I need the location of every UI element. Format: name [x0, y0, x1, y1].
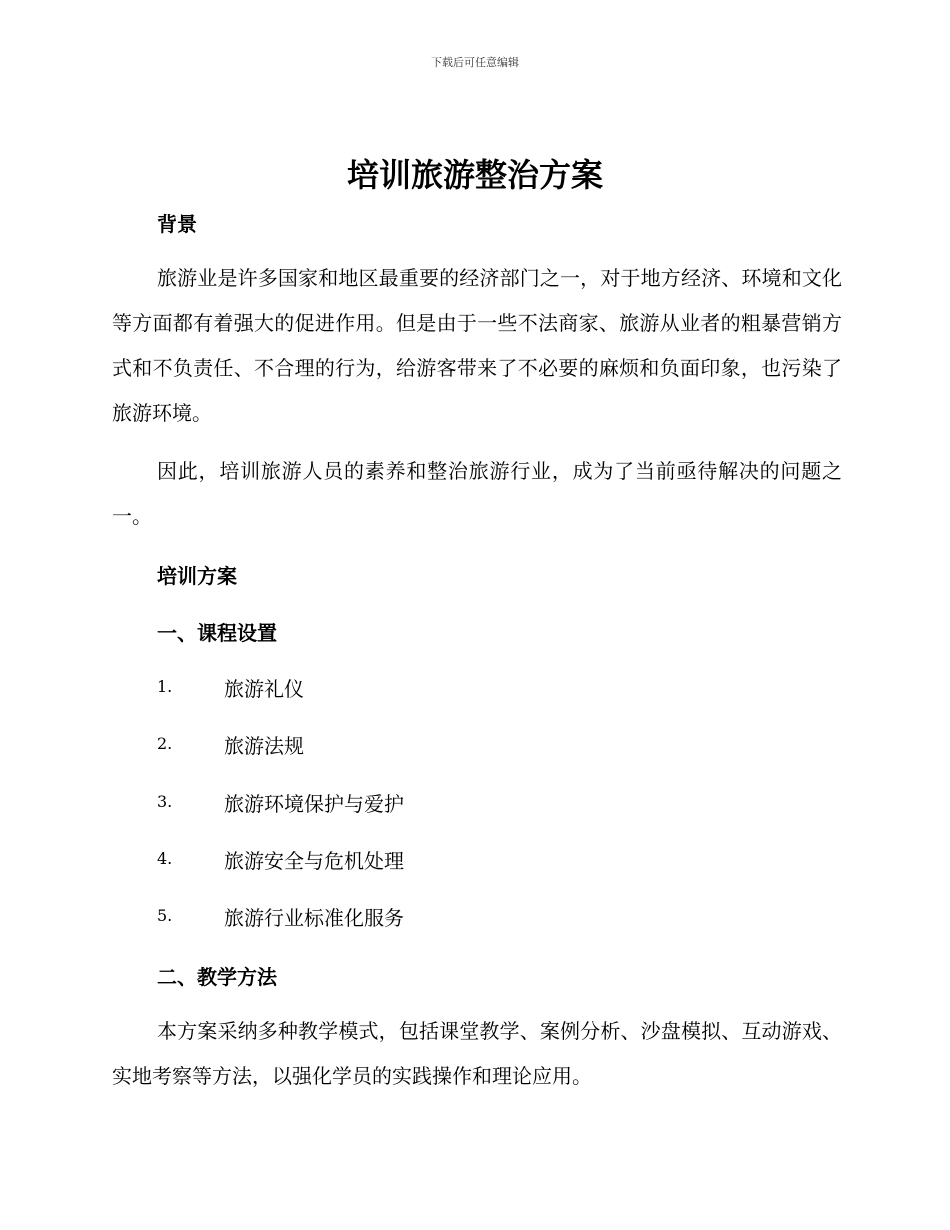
- list-number: 3.: [157, 792, 173, 811]
- page-header-note: 下载后可任意编辑: [431, 56, 519, 69]
- list-item: [157, 730, 757, 760]
- list-text: 旅游环境保护与爱护: [224, 792, 404, 816]
- background-paragraph-1: 旅游业是许多国家和地区最重要的经济部门之一，对于地方经济、环境和文化等方面都有着强大的促进作用。但是由于一些不法商家、旅游从业者的粗暴营销方式和不负责任、不合理的行为，给游客带来了不必要的麻烦和负面印象，也污染了旅游环境。: [112, 266, 842, 425]
- list-text: 旅游法规: [224, 734, 304, 758]
- section-heading-training: 培训方案: [157, 564, 237, 588]
- background-paragraph-2: 因此，培训旅游人员的素养和整治旅游行业，成为了当前亟待解决的问题之一。: [112, 459, 842, 528]
- document-title: 培训旅游整治方案: [346, 156, 603, 194]
- list-item: [157, 902, 757, 932]
- subheading-methods: 二、教学方法: [157, 965, 277, 989]
- list-text: 旅游安全与危机处理: [224, 849, 404, 873]
- list-number: 2.: [157, 734, 173, 753]
- list-item: [157, 673, 757, 703]
- section-heading-background: 背景: [157, 212, 197, 236]
- subheading-courses: 一、课程设置: [157, 621, 277, 645]
- list-number: 1.: [157, 677, 173, 696]
- list-item: [157, 845, 757, 875]
- list-text: 旅游礼仪: [224, 677, 304, 701]
- methods-paragraph: 本方案采纳多种教学模式，包括课堂教学、案例分析、沙盘模拟、互动游戏、实地考察等方法，以强化学员的实践操作和理论应用。: [112, 1019, 842, 1088]
- list-number: 4.: [157, 849, 173, 868]
- list-item: [157, 788, 757, 818]
- list-number: 5.: [157, 906, 173, 925]
- list-text: 旅游行业标准化服务: [224, 906, 404, 930]
